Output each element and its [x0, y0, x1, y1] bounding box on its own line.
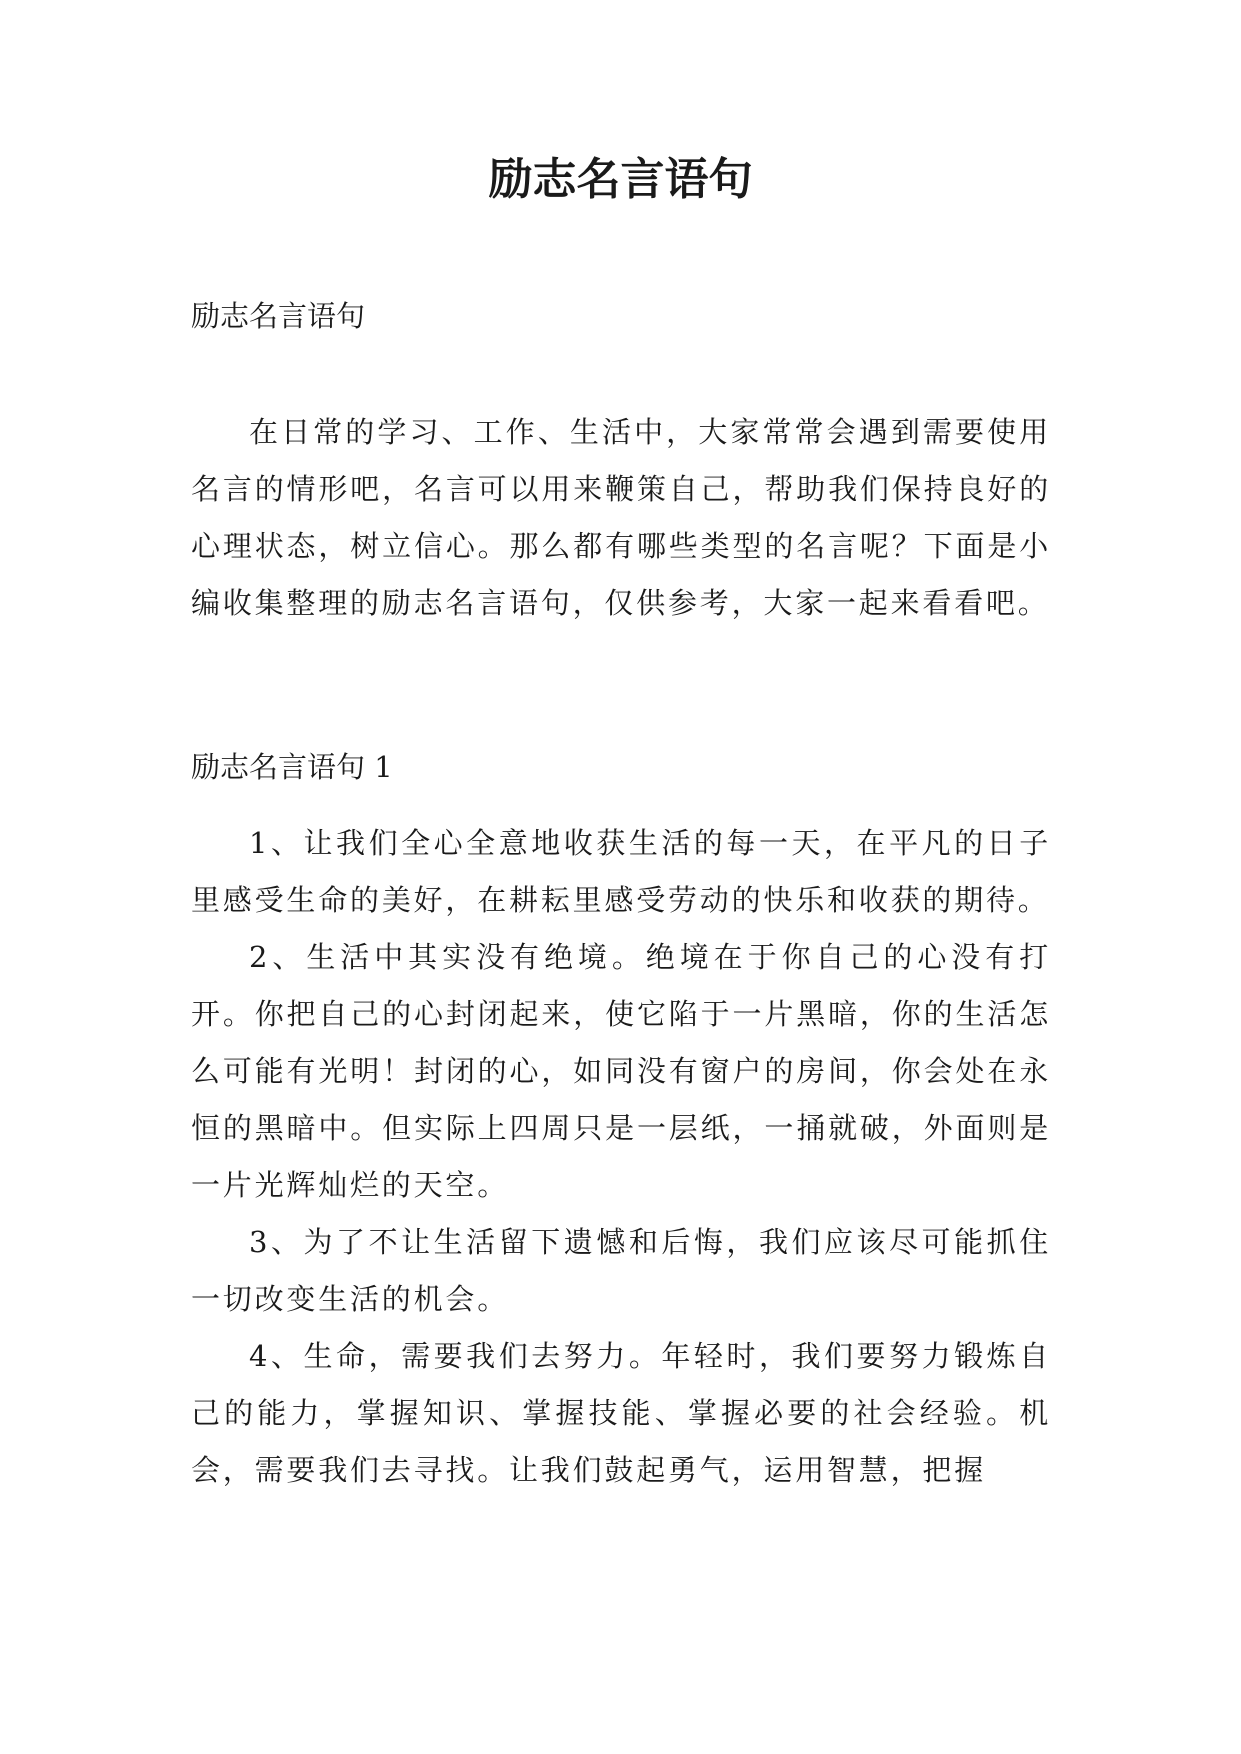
intro-section — [191, 404, 1051, 632]
document-subtitle: 励志名言语句 — [191, 299, 366, 333]
quote-item-4: 4、生命，需要我们去努力。年轻时，我们要努力锻炼自己的能力，掌握知识、掌握技能、掌握必要的社会经验。机会，需要我们去寻找。让我们鼓起勇气，运用智慧，把握 — [191, 1339, 1051, 1487]
quotes-list — [191, 815, 1051, 1499]
quote-item-1: 1、让我们全心全意地收获生活的每一天，在平凡的日子里感受生命的美好，在耕耘里感受劳动的快乐和收获的期待。 — [191, 826, 1051, 917]
document-title: 励志名言语句 — [488, 154, 753, 205]
section-heading: 励志名言语句 1 — [191, 750, 393, 784]
quote-item-3: 3、为了不让生活留下遗憾和后悔，我们应该尽可能抓住一切改变生活的机会。 — [191, 1225, 1051, 1316]
quote-item-2: 2、生活中其实没有绝境。绝境在于你自己的心没有打开。你把自己的心封闭起来，使它陷于一片黑暗，你的生活怎么可能有光明！封闭的心，如同没有窗户的房间，你会处在永恒的黑暗中。但实际上四周只是一层纸，一捅就破，外面则是一片光辉灿烂的天空。 — [191, 940, 1051, 1202]
intro-paragraph: 在日常的学习、工作、生活中，大家常常会遇到需要使用名言的情形吧，名言可以用来鞭策自己，帮助我们保持良好的心理状态，树立信心。那么都有哪些类型的名言呢？下面是小编收集整理的励志名言语句，仅供参考，大家一起来看看吧。 — [191, 415, 1051, 620]
